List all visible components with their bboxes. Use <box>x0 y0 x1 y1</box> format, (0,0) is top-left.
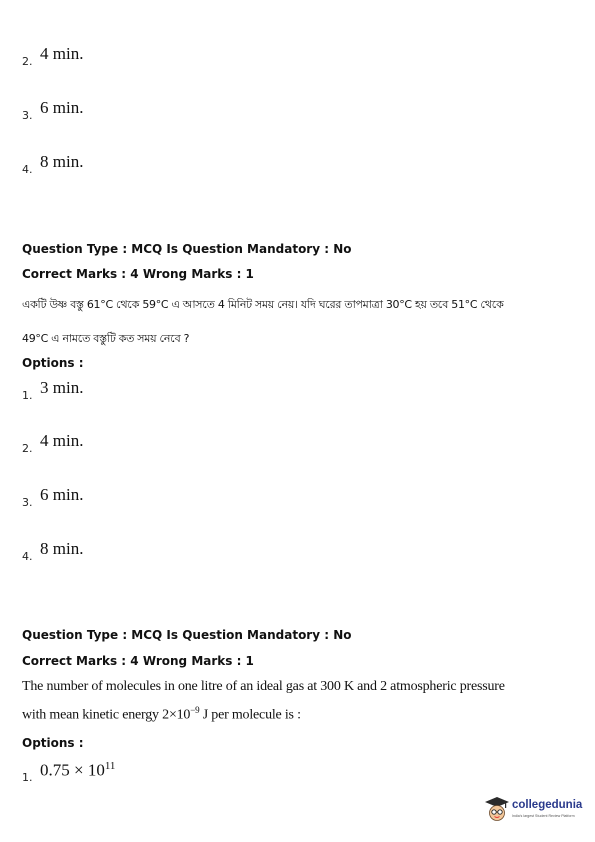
option-number: 1. <box>22 389 33 402</box>
options-label: Options : <box>22 356 84 370</box>
option-number: 2. <box>22 55 33 68</box>
option-number: 3. <box>22 496 33 509</box>
option-text: 4 min. <box>40 431 84 450</box>
question-marks-line: Correct Marks : 4 Wrong Marks : 1 <box>22 267 254 281</box>
question-marks-line: Correct Marks : 4 Wrong Marks : 1 <box>22 654 254 668</box>
option-text: 8 min. <box>40 152 84 171</box>
option-text: 6 min. <box>40 98 84 117</box>
logo-tagline: India's largest Student Review Platform <box>512 814 575 818</box>
option-text: $0.75 \times 10^{11}$ <box>40 760 116 780</box>
question-text-line: with mean kinetic energy $2\times 10^{-9}$ J per molecule is : <box>22 705 301 723</box>
question-text-line: The number of molecules in one litre of an ideal gas at 300 K and 2 atmospheric pressure <box>22 679 505 694</box>
option-number: 4. <box>22 163 33 176</box>
options-label: Options : <box>22 736 84 750</box>
option-text: 3 min. <box>40 378 84 397</box>
question-type-line: Question Type : MCQ Is Question Mandatory : No <box>22 242 352 256</box>
option-text: 6 min. <box>40 485 84 504</box>
option-number: 1. <box>22 771 33 784</box>
collegedunia-logo <box>484 795 584 825</box>
option-number: 2. <box>22 442 33 455</box>
logo-wordmark: collegedunia <box>512 799 583 811</box>
option-number: 3. <box>22 109 33 122</box>
option-text: 8 min. <box>40 539 84 558</box>
option-text: 4 min. <box>40 44 84 63</box>
option-number: 4. <box>22 550 33 563</box>
question-text-line: একটি উষ্ণ বস্তু 61°C থেকে 59°C এ আসতে 4 মিনিট সময় নেয়। যদি ঘরের তাপমাত্রা 30°C হয় তবে 51°C থেকে <box>22 298 504 311</box>
mascot-icon <box>484 795 510 823</box>
question-type-line: Question Type : MCQ Is Question Mandatory : No <box>22 628 352 642</box>
question-text-line: 49°C এ নামতে বস্তুটি কত সময় নেবে ? <box>22 332 190 345</box>
